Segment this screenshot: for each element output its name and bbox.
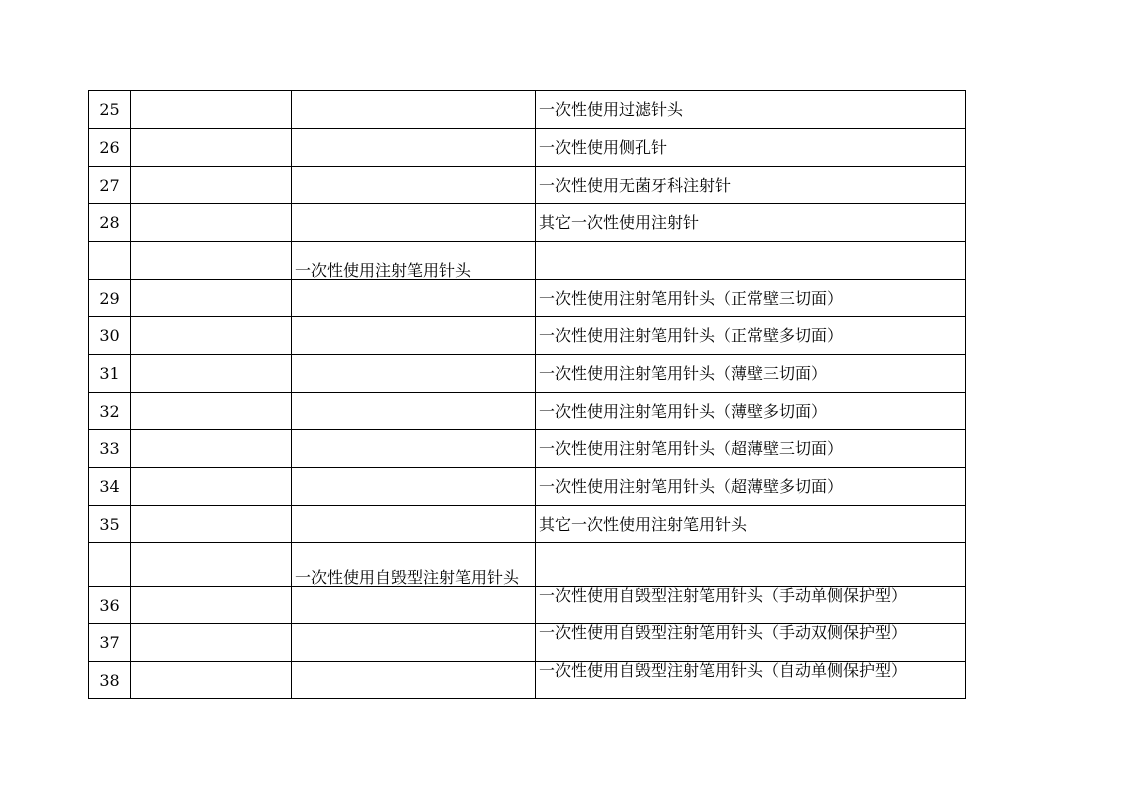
category-cell <box>292 129 536 167</box>
blank-cell <box>131 129 292 167</box>
category-cell <box>292 91 536 129</box>
blank-cell <box>131 468 292 506</box>
blank-cell <box>131 393 292 430</box>
product-name: 一次性使用侧孔针 <box>536 129 966 167</box>
row-number: 31 <box>89 355 131 393</box>
category-cell <box>292 624 536 662</box>
row-number: 30 <box>89 317 131 355</box>
table-row <box>89 167 966 204</box>
product-name: 一次性使用自毁型注射笔用针头（手动双侧保护型） <box>536 624 966 662</box>
category-cell <box>292 662 536 699</box>
product-name: 一次性使用注射笔用针头（超薄壁三切面） <box>536 430 966 468</box>
product-name: 一次性使用过滤针头 <box>536 91 966 129</box>
table-row <box>89 624 966 662</box>
product-name: 一次性使用注射笔用针头（薄壁多切面） <box>536 393 966 430</box>
table-row <box>89 91 966 129</box>
product-table <box>88 90 966 699</box>
category-cell <box>292 167 536 204</box>
blank-cell <box>131 506 292 543</box>
table-row <box>89 468 966 506</box>
row-number: 28 <box>89 204 131 242</box>
row-number: 33 <box>89 430 131 468</box>
product-name: 其它一次性使用注射笔用针头 <box>536 506 966 543</box>
product-name: 其它一次性使用注射针 <box>536 204 966 242</box>
blank-cell <box>131 662 292 699</box>
table-row <box>89 393 966 430</box>
blank-cell <box>131 280 292 317</box>
row-number: 27 <box>89 167 131 204</box>
table-row <box>89 317 966 355</box>
row-number: 26 <box>89 129 131 167</box>
blank-cell <box>131 587 292 624</box>
category-cell: 一次性使用自毁型注射笔用针头 <box>292 543 536 587</box>
table-row <box>89 204 966 242</box>
product-name: 一次性使用自毁型注射笔用针头（自动单侧保护型） <box>536 662 966 699</box>
blank-cell <box>131 430 292 468</box>
row-number: 35 <box>89 506 131 543</box>
row-number: 38 <box>89 662 131 699</box>
blank-cell <box>131 204 292 242</box>
category-cell <box>292 468 536 506</box>
row-number: 34 <box>89 468 131 506</box>
product-name: 一次性使用注射笔用针头（正常壁三切面） <box>536 280 966 317</box>
table-row <box>89 430 966 468</box>
category-cell <box>292 506 536 543</box>
table-row <box>89 129 966 167</box>
blank-cell <box>131 543 292 587</box>
category-cell <box>292 587 536 624</box>
product-name: 一次性使用注射笔用针头（薄壁三切面） <box>536 355 966 393</box>
product-name: 一次性使用注射笔用针头（超薄壁多切面） <box>536 468 966 506</box>
product-name: 一次性使用无菌牙科注射针 <box>536 167 966 204</box>
row-number: 32 <box>89 393 131 430</box>
row-number: 37 <box>89 624 131 662</box>
row-number: 36 <box>89 587 131 624</box>
category-cell <box>292 280 536 317</box>
row-number: 29 <box>89 280 131 317</box>
category-cell <box>292 393 536 430</box>
category-cell <box>292 317 536 355</box>
table-row <box>89 662 966 699</box>
category-cell <box>292 355 536 393</box>
blank-cell <box>131 317 292 355</box>
product-name: 一次性使用自毁型注射笔用针头（手动单侧保护型） <box>536 587 966 624</box>
row-number: 25 <box>89 91 131 129</box>
product-name <box>536 242 966 280</box>
blank-cell <box>131 91 292 129</box>
table-row <box>89 543 966 587</box>
table-row <box>89 587 966 624</box>
table-row <box>89 280 966 317</box>
table-row <box>89 355 966 393</box>
blank-cell <box>131 624 292 662</box>
blank-cell <box>131 355 292 393</box>
blank-cell <box>131 242 292 280</box>
blank-cell <box>131 167 292 204</box>
table-row <box>89 242 966 280</box>
product-name: 一次性使用注射笔用针头（正常壁多切面） <box>536 317 966 355</box>
row-number <box>89 543 131 587</box>
table-row <box>89 506 966 543</box>
category-cell <box>292 204 536 242</box>
product-name <box>536 543 966 587</box>
row-number <box>89 242 131 280</box>
category-cell: 一次性使用注射笔用针头 <box>292 242 536 280</box>
product-table-body <box>89 91 966 699</box>
category-cell <box>292 430 536 468</box>
